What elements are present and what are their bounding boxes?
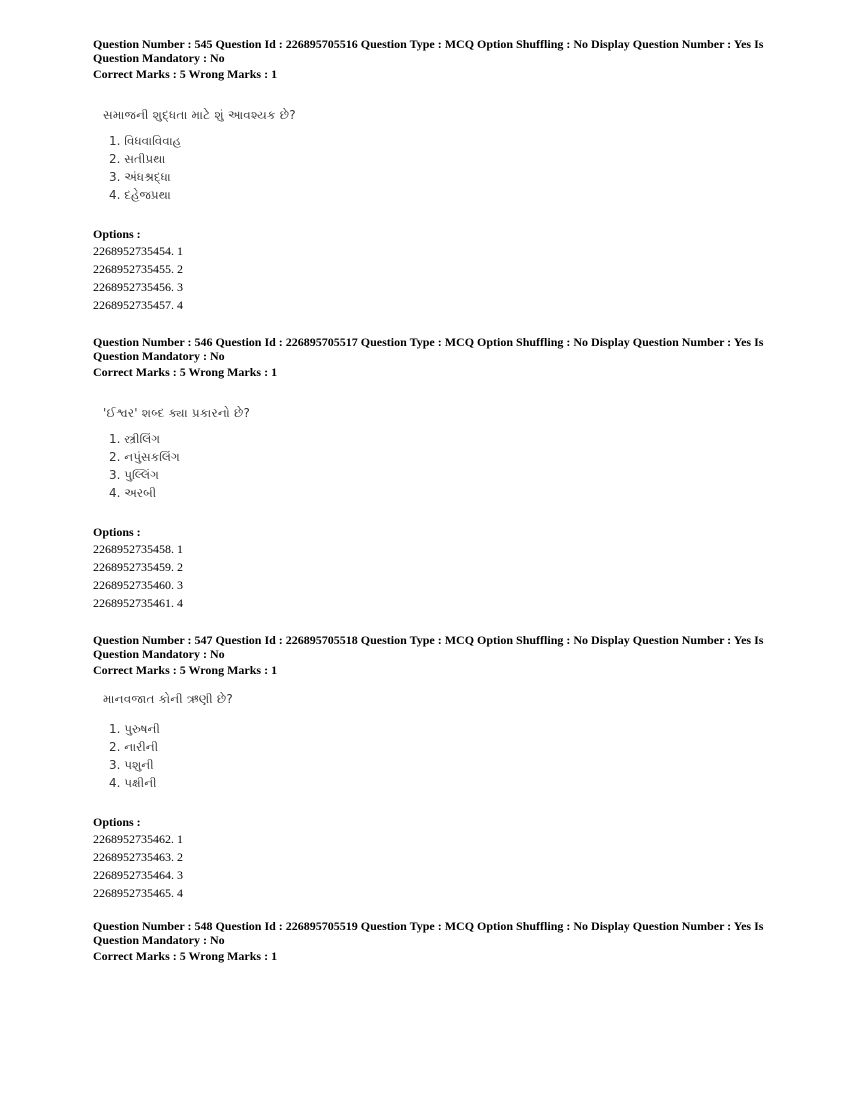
question-text: માનવજાત કોની ઋણી છે?: [103, 692, 233, 706]
question-header-line1: Question Number : 547 Question Id : 226895705518 Question Type : MCQ Option Shuffling : No Display Question Number : Yes Is: [93, 633, 764, 647]
choice-1: 1. વિધવાવિવાહ: [109, 134, 182, 148]
question-header-line1: Question Number : 546 Question Id : 226895705517 Question Type : MCQ Option Shuffling : No Display Question Number : Yes Is: [93, 335, 764, 349]
choice-1: 1. પુરુષની: [109, 722, 160, 736]
choice-2: 2. નારીની: [109, 740, 159, 754]
choice-1: 1. સ્ત્રીલિંગ: [109, 432, 161, 446]
choice-3: 3. અંધશ્રદ્ધા: [109, 170, 171, 184]
option-id-row: 2268952735456. 3: [93, 280, 183, 294]
choice-4: 4. અરબી: [109, 486, 157, 500]
option-id-row: 2268952735455. 2: [93, 262, 183, 276]
choice-3: 3. પુલ્લિંગ: [109, 468, 159, 482]
question-image: [103, 690, 773, 792]
question-image: [103, 404, 773, 502]
option-id-row: 2268952735464. 3: [93, 868, 183, 882]
question-header: [93, 633, 773, 661]
choice-2: 2. સતીપ્રથા: [109, 152, 166, 166]
question-header-line2: Question Mandatory : No: [93, 349, 225, 363]
choice-4: 4. પક્ષીની: [109, 776, 157, 790]
option-id-row: 2268952735461. 4: [93, 596, 183, 610]
marks-line: Correct Marks : 5 Wrong Marks : 1: [93, 949, 278, 963]
option-id-row: 2268952735458. 1: [93, 542, 183, 556]
option-id-row: 2268952735462. 1: [93, 832, 183, 846]
choice-4: 4. દહેજપ્રથા: [109, 188, 171, 202]
marks-line: Correct Marks : 5 Wrong Marks : 1: [93, 67, 278, 81]
option-id-row: 2268952735457. 4: [93, 298, 183, 312]
choice-2: 2. નપુંસકલિંગ: [109, 450, 180, 464]
question-choices: [103, 430, 773, 502]
option-id-row: 2268952735465. 4: [93, 886, 183, 900]
question-text: 'ઈશ્વર' શબ્દ ક્યા પ્રકારનો છે?: [103, 406, 251, 420]
question-block-545: [93, 37, 773, 314]
question-text: સમાજની શુદ્ધતા માટે શું આવશ્યક છે?: [103, 108, 296, 122]
question-block-548: [93, 919, 773, 964]
marks-line: Correct Marks : 5 Wrong Marks : 1: [93, 663, 278, 677]
options-label: Options :: [93, 815, 141, 829]
question-block-547: [93, 633, 773, 902]
question-block-546: [93, 335, 773, 612]
question-header-line2: Question Mandatory : No: [93, 647, 225, 661]
option-id-row: 2268952735463. 2: [93, 850, 183, 864]
question-header: [93, 37, 773, 65]
question-header-line2: Question Mandatory : No: [93, 51, 225, 65]
options-label: Options :: [93, 227, 141, 241]
choice-3: 3. પશુની: [109, 758, 154, 772]
question-image: [103, 106, 773, 204]
question-header: [93, 335, 773, 363]
question-header: [93, 919, 773, 947]
option-id-row: 2268952735454. 1: [93, 244, 183, 258]
marks-line: Correct Marks : 5 Wrong Marks : 1: [93, 365, 278, 379]
question-choices: [103, 720, 773, 792]
option-id-row: 2268952735460. 3: [93, 578, 183, 592]
question-header-line1: Question Number : 545 Question Id : 226895705516 Question Type : MCQ Option Shuffling : No Display Question Number : Yes Is: [93, 37, 764, 51]
question-header-line1: Question Number : 548 Question Id : 226895705519 Question Type : MCQ Option Shuffling : No Display Question Number : Yes Is: [93, 919, 764, 933]
question-header-line2: Question Mandatory : No: [93, 933, 225, 947]
question-choices: [103, 132, 773, 204]
options-label: Options :: [93, 525, 141, 539]
option-id-row: 2268952735459. 2: [93, 560, 183, 574]
